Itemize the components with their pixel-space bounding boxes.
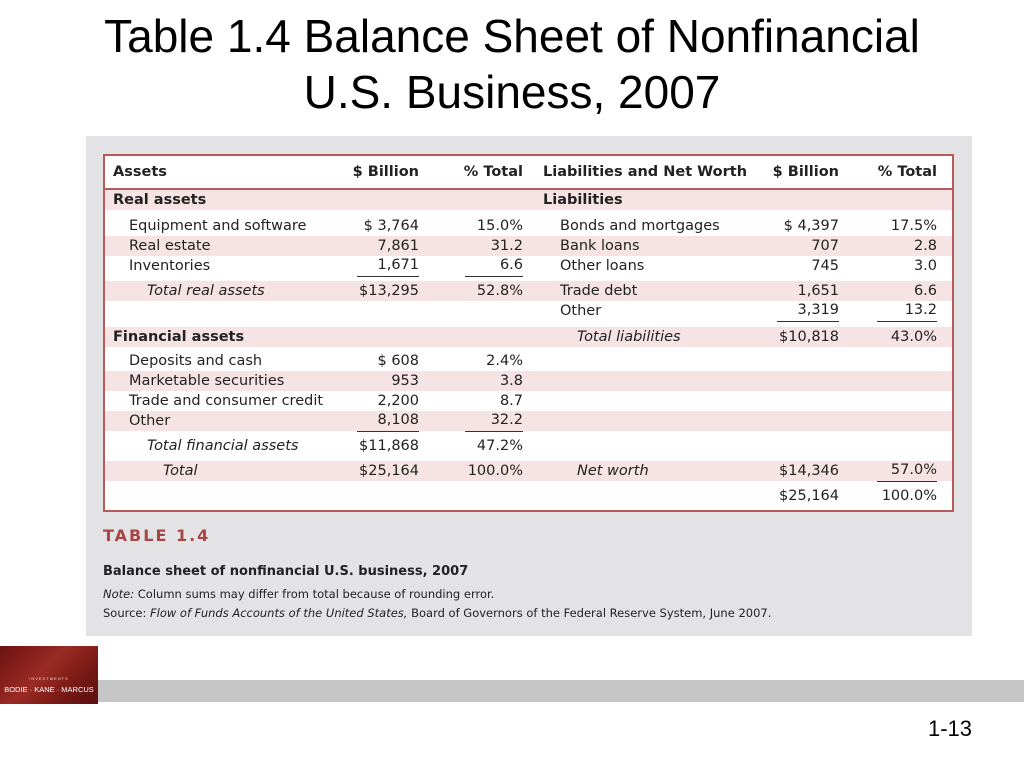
table-header-row: [105, 156, 952, 190]
asset-percent: 31.2: [490, 238, 523, 254]
liability-billion: [777, 351, 839, 371]
liability-percent: [877, 391, 937, 411]
liability-billion: $14,346: [779, 463, 839, 479]
liability-billion: [777, 436, 839, 456]
liability-percent: [877, 351, 937, 371]
liability-billion: 1,651: [797, 283, 839, 299]
asset-percent: [465, 301, 523, 321]
asset-percent: [465, 486, 523, 506]
asset-billion: $ 3,764: [363, 218, 419, 234]
asset-percent: [465, 327, 523, 347]
asset-percent: 6.6: [465, 256, 523, 277]
asset-billion: 8,108: [357, 411, 419, 432]
table-row: [105, 391, 952, 411]
asset-billion: $13,295: [359, 283, 419, 299]
liability-label: Other: [560, 303, 602, 319]
table-source: [103, 606, 771, 620]
asset-billion: $11,868: [359, 438, 419, 454]
table-row: [105, 301, 952, 321]
table-row: [105, 327, 952, 347]
asset-billion: $ 608: [377, 353, 419, 369]
asset-label: Deposits and cash: [129, 353, 263, 369]
publisher-logo: [0, 646, 98, 704]
asset-label: Equipment and software: [129, 218, 307, 234]
header-assets: Assets: [113, 164, 167, 180]
liability-billion: [777, 411, 839, 431]
source-label: Source:: [103, 606, 147, 620]
asset-label: Marketable securities: [129, 373, 285, 389]
liability-percent: [877, 371, 937, 391]
slide-title: [0, 8, 1024, 120]
asset-label: Real assets: [113, 192, 207, 208]
balance-sheet-table: [103, 154, 954, 512]
table-row: [105, 351, 952, 371]
liability-percent: 100.0%: [881, 488, 937, 504]
liability-billion: $10,818: [779, 329, 839, 345]
header-liabilities-percent: % Total: [877, 164, 937, 180]
asset-label: Real estate: [129, 238, 211, 254]
table-row: [105, 436, 952, 456]
asset-label: Total financial assets: [147, 438, 299, 454]
header-liabilities: Liabilities and Net Worth: [543, 164, 748, 180]
liability-percent: 6.6: [913, 283, 937, 299]
liability-percent: 17.5%: [890, 218, 937, 234]
table-row: [105, 371, 952, 391]
table-row: [105, 190, 952, 210]
liability-label: Liabilities: [543, 192, 623, 208]
liability-label: Other loans: [560, 258, 645, 274]
liability-billion: [777, 190, 839, 210]
logo-small-text: INVESTMENTS: [29, 676, 69, 681]
asset-billion: $25,164: [359, 463, 419, 479]
source-text: Board of Governors of the Federal Reserve System, June 2007.: [407, 606, 772, 620]
liability-percent: 2.8: [913, 238, 937, 254]
footer-bar: [98, 680, 1024, 702]
table-description: Balance sheet of nonfinancial U.S. business, 2007: [103, 564, 469, 579]
liability-label: Trade debt: [560, 283, 638, 299]
asset-label: Financial assets: [113, 329, 245, 345]
header-assets-billion: $ Billion: [352, 164, 419, 180]
slide-title-line-1: Table 1.4 Balance Sheet of Nonfinancial: [104, 10, 920, 62]
asset-label: Total: [163, 463, 198, 479]
liability-billion: $ 4,397: [783, 218, 839, 234]
asset-percent: 100.0%: [467, 463, 523, 479]
asset-billion: 2,200: [377, 393, 419, 409]
table-row: [105, 411, 952, 431]
liability-billion: $25,164: [779, 488, 839, 504]
asset-billion: [357, 327, 419, 347]
liability-percent: 57.0%: [877, 461, 937, 482]
asset-percent: 3.8: [499, 373, 523, 389]
table-row: [105, 256, 952, 276]
liability-label: Bank loans: [560, 238, 640, 254]
liability-billion: 707: [811, 238, 839, 254]
asset-percent: 8.7: [499, 393, 523, 409]
asset-billion: 953: [391, 373, 419, 389]
asset-billion: 1,671: [357, 256, 419, 277]
note-label: Note:: [103, 587, 135, 601]
page-number: 1-13: [927, 716, 972, 741]
asset-label: Other: [129, 413, 171, 429]
liability-label: Net worth: [577, 463, 649, 479]
table-label: TABLE 1.4: [103, 526, 211, 545]
logo-brand-text: BODIE · KANE · MARCUS: [4, 685, 94, 694]
asset-label: Total real assets: [147, 283, 265, 299]
asset-label: Trade and consumer credit: [129, 393, 324, 409]
liability-percent: [877, 436, 937, 456]
table-figure: [86, 136, 972, 636]
table-row: [105, 461, 952, 481]
liability-billion: [777, 371, 839, 391]
liability-label: Total liabilities: [577, 329, 681, 345]
asset-billion: [357, 190, 419, 210]
source-title: Flow of Funds Accounts of the United States,: [146, 606, 408, 620]
asset-billion: 7,861: [377, 238, 419, 254]
liability-percent: [877, 190, 937, 210]
liability-percent: 43.0%: [890, 329, 937, 345]
liability-label: Bonds and mortgages: [560, 218, 720, 234]
asset-percent: 47.2%: [476, 438, 523, 454]
asset-percent: 15.0%: [476, 218, 523, 234]
liability-billion: 745: [811, 258, 839, 274]
table-note: [103, 587, 494, 601]
liability-percent: 13.2: [877, 301, 937, 322]
header-liabilities-billion: $ Billion: [772, 164, 839, 180]
note-text: Column sums may differ from total because of rounding error.: [134, 587, 495, 601]
table-row: [105, 236, 952, 256]
asset-percent: 52.8%: [476, 283, 523, 299]
slide-title-line-2: U.S. Business, 2007: [303, 66, 721, 118]
liability-billion: 3,319: [777, 301, 839, 322]
asset-percent: 2.4%: [486, 353, 523, 369]
table-row: [105, 486, 952, 506]
table-row: [105, 281, 952, 301]
liability-billion: [777, 391, 839, 411]
asset-percent: 32.2: [465, 411, 523, 432]
asset-billion: [357, 486, 419, 506]
table-row: [105, 216, 952, 236]
asset-billion: [357, 301, 419, 321]
liability-percent: 3.0: [913, 258, 937, 274]
asset-label: Inventories: [129, 258, 211, 274]
header-assets-percent: % Total: [463, 164, 523, 180]
asset-percent: [465, 190, 523, 210]
liability-percent: [877, 411, 937, 431]
